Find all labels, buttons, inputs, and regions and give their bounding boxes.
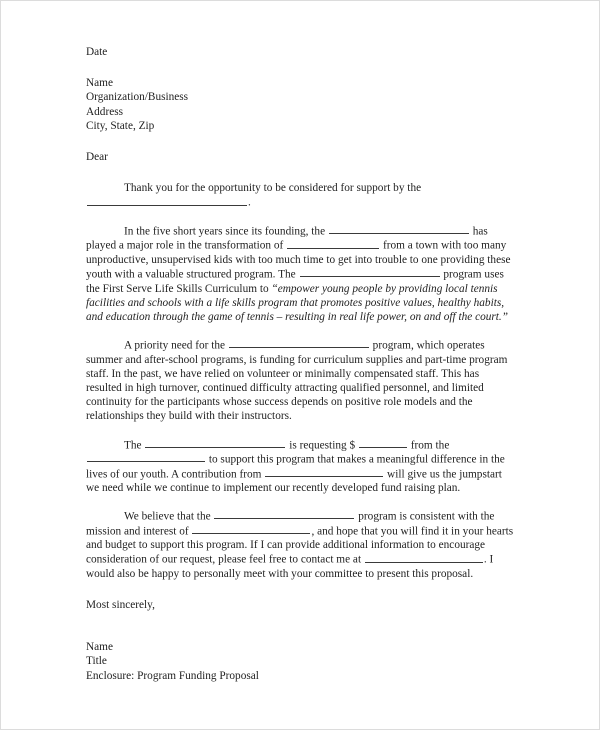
paragraph-history-text-3: from a town with too many unproductive, unsupervised kids with too much time to get into trouble to one providing these youth with a valuable structured program. The xyxy=(86,239,511,281)
spacer-p4-p5 xyxy=(86,495,517,509)
enclosure-line: Enclosure: Program Funding Proposal xyxy=(86,669,259,682)
blank-field-contributor[interactable] xyxy=(265,467,383,477)
signature-title: Title xyxy=(86,655,107,668)
paragraph-request-text-4: to support this program that makes a meaningful difference in the lives of our youth. A contribution from xyxy=(86,453,505,480)
spacer-p2-p3 xyxy=(86,324,517,338)
paragraph-need-text-1: A priority need for the xyxy=(124,339,228,352)
blank-field-amount[interactable] xyxy=(359,438,407,448)
date-label: Date xyxy=(86,46,108,58)
spacer-after-date xyxy=(86,59,517,76)
paragraph-close xyxy=(86,509,517,581)
paragraph-request-text-3: from the xyxy=(407,438,450,451)
paragraph-close-text-3: , and hope that you will find it in your hearts and budget to support this program. If I can provide additional information to encourage consideration of our request, please feel free to contact me at xyxy=(86,524,514,566)
blank-field-town-name[interactable] xyxy=(287,238,379,248)
paragraph-close-text-4: . I would also be happy to personally meet with your committee to present this proposal. xyxy=(86,553,494,580)
recipient-address-block xyxy=(86,76,517,133)
blank-field-program-name-3[interactable] xyxy=(229,338,369,348)
paragraph-opening-text-1: Thank you for the opportunity to be considered for support by the xyxy=(124,182,422,195)
paragraph-close-text-1: We believe that the xyxy=(124,510,214,523)
spacer-p3-p4 xyxy=(86,424,517,438)
spacer-after-salutation xyxy=(86,164,517,181)
paragraph-need xyxy=(86,338,517,423)
salutation: Dear xyxy=(86,151,108,164)
paragraph-request-text-2: is requesting $ xyxy=(286,438,358,451)
paragraph-history-text-2: has played a major role in the transformation of xyxy=(86,225,488,252)
blank-field-organization-1[interactable] xyxy=(87,195,247,205)
blank-field-program-name-1[interactable] xyxy=(329,224,469,234)
blank-field-requesting-organization[interactable] xyxy=(145,438,285,448)
recipient-line-city-state-zip: City, State, Zip xyxy=(86,119,155,132)
paragraph-history-text-4: program uses the First Serve Life Skills Curriculum to xyxy=(86,268,504,295)
recipient-line-address: Address xyxy=(86,105,124,118)
blank-field-program-name-2[interactable] xyxy=(300,267,440,277)
valediction: Most sincerely, xyxy=(86,599,155,612)
signature-space xyxy=(86,612,517,640)
recipient-line-name: Name xyxy=(86,77,113,90)
signature-block xyxy=(86,640,517,683)
recipient-line-organization: Organization/Business xyxy=(86,91,189,104)
mission-quote: “empower young people by providing local tennis facilities and schools with a life skills program that promotes positive values, healthy habits, and education through the game of tennis – resulting in real life power, on and off the court.” xyxy=(86,282,509,323)
spacer-before-closing xyxy=(86,581,517,598)
signature-name: Name xyxy=(86,641,113,654)
spacer-p1-p2 xyxy=(86,210,517,224)
blank-field-contact[interactable] xyxy=(365,552,483,562)
paragraph-request-text-1: The xyxy=(124,438,145,451)
paragraph-need-text-2: program, which operates summer and after-school programs, is funding for curriculum supplies and part-time program staff. In the past, we have relied on volunteer or minimally compensated staff. This has resulted in high turnover, continued difficulty attracting qualified personnel, and limited continuity for the participants whose success depends on positive role models and the relationships they build with their instructors. xyxy=(86,339,508,423)
paragraph-close-text-2: program is consistent with the mission and interest of xyxy=(86,510,495,537)
paragraph-history-text-1: In the five short years since its founding, the xyxy=(124,225,328,238)
paragraph-opening xyxy=(86,181,517,210)
paragraph-opening-text-2: . xyxy=(248,196,251,209)
blank-field-funder[interactable] xyxy=(87,452,205,462)
paragraph-history xyxy=(86,224,517,324)
paragraph-request xyxy=(86,438,517,496)
blank-field-program-name-4[interactable] xyxy=(214,509,354,519)
paragraph-request-text-5: will give us the jumpstart we need while we continue to implement our recently developed fund raising plan. xyxy=(86,467,502,494)
blank-field-mission-interest[interactable] xyxy=(192,524,310,534)
spacer-after-address xyxy=(86,133,517,150)
letter-body xyxy=(86,45,517,683)
